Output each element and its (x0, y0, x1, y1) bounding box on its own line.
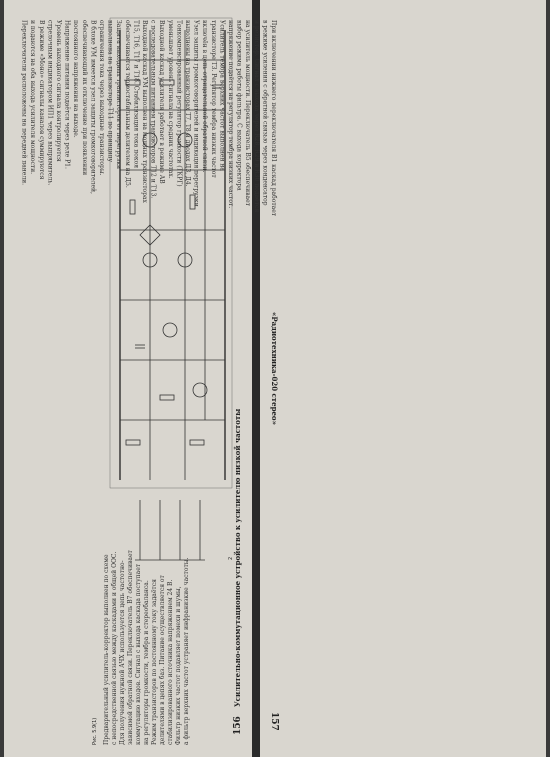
text-line: в режиме усиления с обратной связью через конденсатор (261, 20, 269, 206)
text-line: Напряжение питания подаётся через реле Р1. (63, 20, 71, 169)
text-line: Защита выходных транзисторов от перегрузки (115, 20, 123, 169)
figure-caption: Рис. 5.9(1) (92, 717, 98, 745)
text-line: Фильтр низких частот подавляет помехи и шумы, (175, 586, 182, 745)
text-line: Переключатели расположены на передней панели. (20, 20, 28, 186)
text-line: с непосредственной связью между каскадами и общей ООС. (111, 551, 118, 745)
text-line: с последовательным питанием транзисторов Т12 и Т13. (149, 20, 157, 199)
text-line: выбор режима работы фильтра. С выхода корректора (235, 20, 243, 191)
text-line: Для получения нужной АЧХ используется цепь частотно- (119, 560, 126, 745)
text-line: и резистор. Сигнал с выхода через R28, R29 и R30 подаётся (252, 20, 260, 213)
text-line: на регуляторы громкости, тембра и стереобаланса. (143, 580, 150, 745)
text-line: включён в цепь отрицательной обратной связи. (201, 20, 209, 173)
text-line: Выходной каскад УМ выполнен на мощных транзисторах (141, 20, 148, 203)
text-line: При включении нижнего переключателя В1 каскад работает (270, 20, 277, 217)
text-line: на усилитель мощности. Переключатель В5 обеспечивает (244, 20, 252, 206)
text-line: выполнены на транзисторах Т7, Т8 и диодах Д3, Д4. (184, 20, 191, 187)
text-line: обеспечивается термостабильным делителем на Д5. (123, 20, 131, 188)
text-line: Выходной каскад усилителя работает в режиме АВ (158, 20, 166, 184)
text-line: выполнена на транзисторе Т11 по принципу (106, 20, 114, 162)
chapter-mark: 2 (228, 556, 234, 560)
text-line: Уровень выходного сигнала контролируется (55, 20, 62, 162)
right-page-number: 157 (269, 712, 279, 731)
text-line: стабилизированного источника напряжением 24 В. (167, 579, 174, 745)
text-line: зависимой обратной связи. Переключатель В7 обеспечивает (127, 550, 134, 745)
text-line: постоянного напряжения на выходе. (72, 20, 80, 138)
text-line: стрелочным индикатором ИП1 через выпрямитель. (46, 20, 54, 186)
text-line: В блоке УМ имеется узел защиты громкоговорителей, (89, 20, 97, 194)
text-line: а фильтр верхних частот устраняет инфранизкие частоты. (183, 557, 190, 745)
right-page-header: «Радиотехника-020 стерео» (270, 312, 279, 425)
text-line: транзисторе Т3. Регулятор тембра низких частот (209, 20, 217, 178)
text-line: делителями в цепях баз. Питание осуществляется от (159, 575, 166, 745)
text-line: Предварительный усилитель-корректор выполнен по схеме (103, 554, 110, 745)
text-line: ограничения тока через выходные транзисторы. (98, 20, 105, 176)
text-line: и подаются на оба выхода усилителя мощности. (29, 20, 37, 175)
text-line: Узел защиты громкоговорителей и индикация перегрузки (192, 20, 200, 207)
text-line: коммутацию входов. Сигнал с выхода каскада поступает (135, 563, 142, 745)
left-page-header: Усилительно-коммутационное устройство к усилителю низкой частоты (233, 408, 242, 707)
text-line: Т15, Т16, Т17 и Т18. Стабилизация тока покоя (132, 20, 140, 169)
text-line: напряжение подаётся на регулятор тембра низких частот. (227, 20, 234, 209)
text-line: уменьшает уровень сигнала на средних частотах. (166, 20, 174, 179)
text-line: В режиме «Моно» сигналы каналов суммируются (37, 20, 45, 180)
text-line: Режим транзисторов по постоянному току задаётся (151, 579, 158, 745)
text-line: Усилитель тембра верхних частот выполнен на (218, 20, 226, 171)
text-line: Тонкомпенсированный регулятор громкости (ТКРГ) (175, 20, 183, 187)
left-page-number: 156 (233, 716, 243, 735)
text-line: обеспечивающий их отключение при появлении (80, 20, 88, 176)
